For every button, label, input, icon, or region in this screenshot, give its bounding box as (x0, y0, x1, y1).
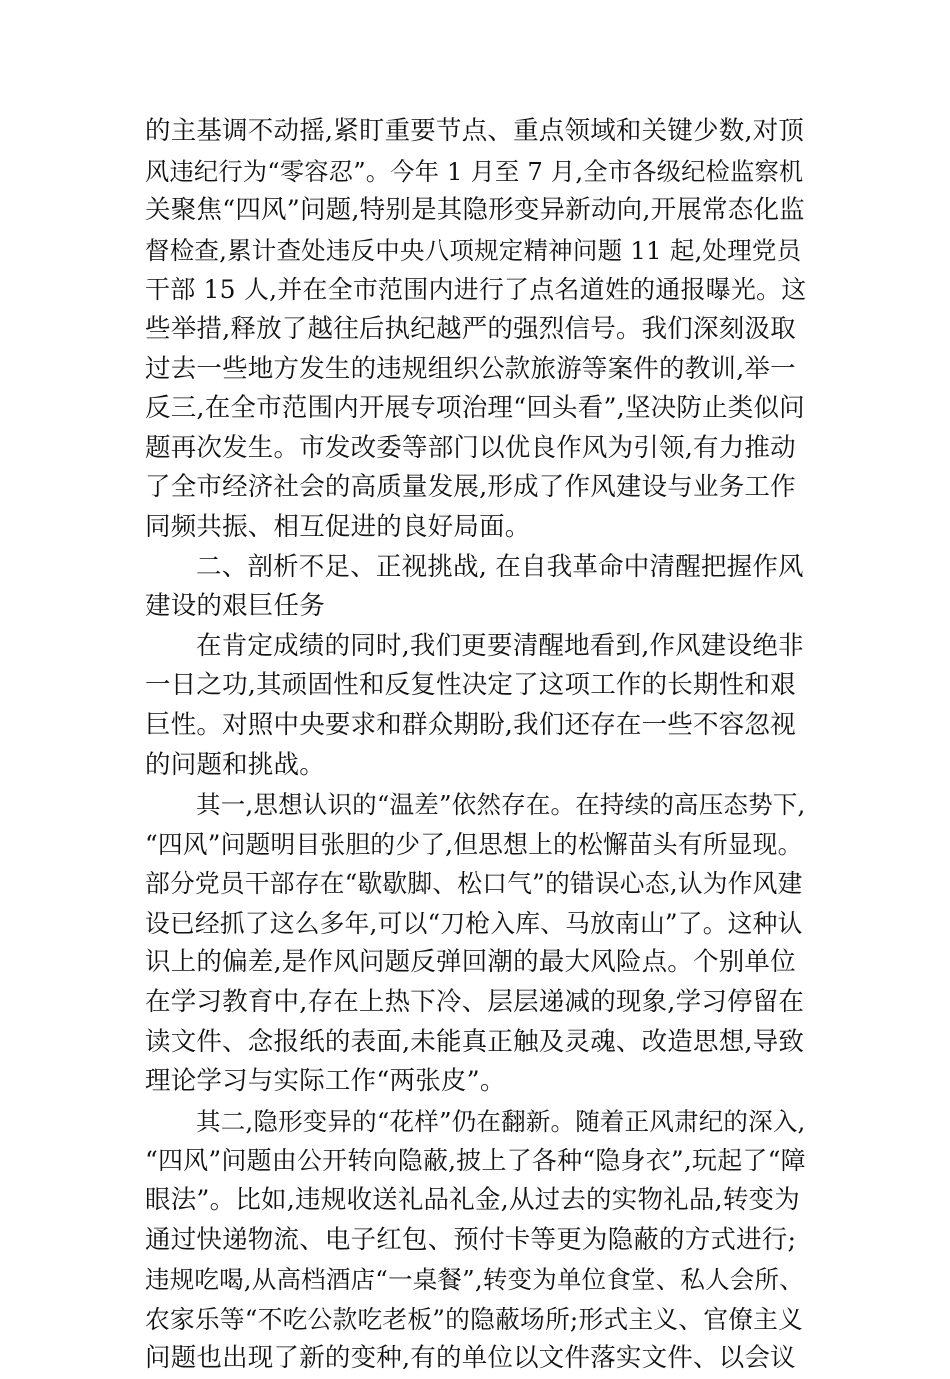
text-line: 的问题和挑战。 (145, 749, 325, 780)
text-line: 其二,隐形变异的“花样”仍在翻新。随着正风肃纪的深入, (196, 1106, 806, 1136)
text-line: 建设的艰巨任务 (145, 591, 325, 622)
text-line: 农家乐等“不吃公款吃老板”的隐蔽场所;形式主义、官僚主义 (145, 1304, 803, 1334)
text-line: 在肯定成绩的同时,我们更要清醒地看到,作风建设绝非 (196, 630, 804, 661)
text-line: 通过快递物流、电子红包、预付卡等更为隐蔽的方式进行; (145, 1224, 797, 1255)
text-line: 问题也出现了新的变种,有的单位以文件落实文件、以会议 (145, 1343, 796, 1374)
text-line: 干部 15 人,并在全市范围内进行了点名道姓的通报曝光。这 (145, 275, 807, 305)
text-line: 其一,思想认识的“温差”依然存在。在持续的高压态势下, (196, 790, 806, 820)
text-line: 的主基调不动摇,紧盯重要节点、重点领域和关键少数,对顶 (145, 116, 805, 146)
text-line: 督检查,累计查处违反中央八项规定精神问题 11 起,处理党员 (145, 235, 802, 265)
text-line: 关聚焦“四风”问题,特别是其隐形变异新动向,开展常态化监 (145, 195, 805, 226)
text-line: 同频共振、相互促进的良好局面。 (145, 511, 531, 542)
document-body (145, 112, 805, 1379)
text-line: 题再次发生。市发改委等部门以优良作风为引领,有力推动 (145, 432, 796, 463)
text-line: 读文件、念报纸的表面,未能真正触及灵魂、改造思想,导致 (145, 1026, 805, 1057)
text-line: 些举措,释放了越往后执纪越严的强烈信号。我们深刻汲取 (145, 313, 796, 344)
text-line: 设已经抓了这么多年,可以“刀枪入库、马放南山”了。这种认 (145, 908, 803, 938)
text-line: 反三,在全市范围内开展专项治理“回头看”,坚决防止类似问 (145, 393, 805, 424)
text-line: 违规吃喝,从高档酒店“一桌餐”,转变为单位食堂、私人会所、 (145, 1265, 804, 1295)
text-line: “四风”问题明目张胆的少了,但思想上的松懈苗头有所显现。 (145, 829, 803, 859)
text-line: 眼法”。比如,违规收送礼品礼金,从过去的实物礼品,转变为 (145, 1185, 800, 1216)
text-line: 二、剖析不足、正视挑战, 在自我革命中清醒把握作风 (196, 551, 804, 582)
text-line: 了全市经济社会的高质量发展,形成了作风建设与业务工作 (145, 472, 796, 503)
text-line: 识上的偏差,是作风问题反弹回潮的最大风险点。个别单位 (145, 947, 796, 978)
text-line: “四风”问题由公开转向隐蔽,披上了各种“隐身衣”,玩起了“障 (145, 1146, 806, 1176)
text-line: 风违纪行为“零容忍”。今年 1 月至 7 月,全市各级纪检监察机 (145, 156, 804, 186)
text-line: 部分党员干部存在“歇歇脚、松口气”的错误心态,认为作风建 (145, 869, 803, 899)
text-line: 一日之功,其顽固性和反复性决定了这项工作的长期性和艰 (145, 670, 796, 701)
text-line: 过去一些地方发生的违规组织公款旅游等案件的教训,举一 (145, 353, 796, 384)
text-line: 理论学习与实际工作“两张皮”。 (145, 1066, 506, 1097)
text-line: 巨性。对照中央要求和群众期盼,我们还存在一些不容忽视 (145, 709, 796, 740)
text-line: 在学习教育中,存在上热下冷、层层递减的现象,学习停留在 (145, 987, 805, 1018)
